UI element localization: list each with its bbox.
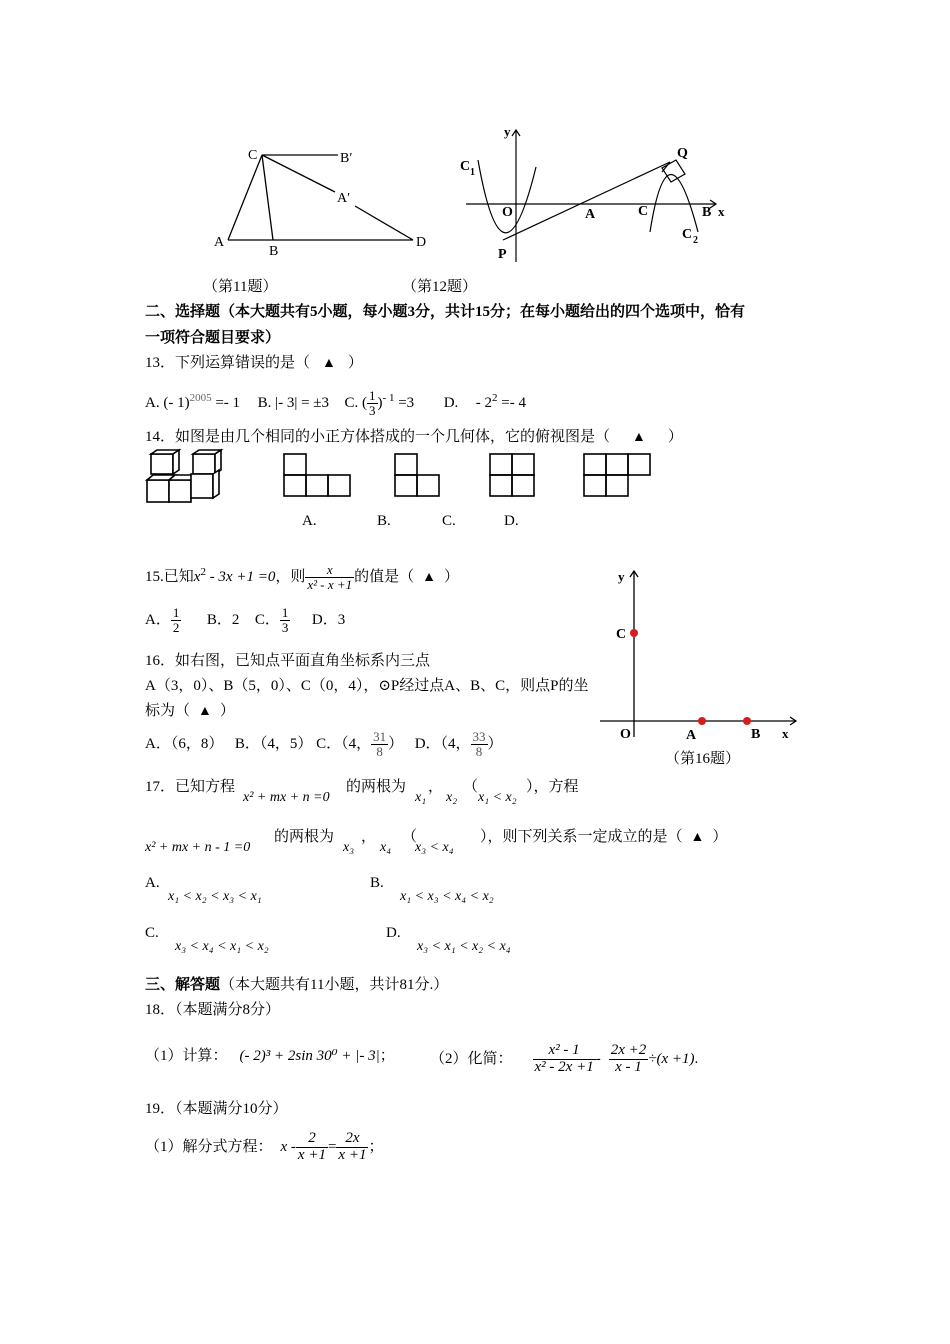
q17-option-c: x₃ < x₄ < x₁ < x₂ <box>175 939 269 954</box>
q16-line1: 16．如右图，已知点平面直角坐标系内三点 <box>145 653 431 669</box>
q18-part2: （2）化简： $\frac{\text{x² - 1}}{\text{x² - 2x +1}}$ - $\frac{2x +2}{x - 1}$ ÷(x +1). <box>430 1042 699 1076</box>
q17-x2: x₂ <box>446 790 458 805</box>
fig12-label-c: C <box>638 204 649 219</box>
section3-heading: 三、解答题（本大题共有11小题，共计81分.） <box>145 977 449 993</box>
q13-stem: 13．下列运算错误的是（ ▲ ） <box>145 355 363 371</box>
q17-option-d: x₃ < x₁ < x₂ < x₄ <box>417 939 511 954</box>
fig16-point-b <box>743 717 751 725</box>
q14-option-b-label: B. <box>377 513 391 529</box>
q13-option-c-label: C. <box>344 395 359 411</box>
q17-option-a: x₁ < x₂ < x₃ < x₁ <box>168 889 262 904</box>
section2-heading-line1: 二、选择题（本大题共有5小题，每小题3分，共计15分；在每小题给出的四个选项中，恰有 <box>145 304 746 320</box>
q15-option-b: 2 <box>231 612 240 628</box>
q17-option-a-label: A. <box>145 875 160 891</box>
fig12-caption: （第12题） <box>402 279 478 295</box>
q17-eq1: x² + mx + n =0 <box>243 790 330 805</box>
fig16-point-a <box>698 717 706 725</box>
q17-stem-pre: 17．已知方程 <box>145 779 236 795</box>
q18-expression-1: (- 2)³ + 2sin 30⁰ + |- 3| <box>239 1048 380 1064</box>
q17-stem-mid: 的两根为 <box>346 779 407 795</box>
q17-cond1: x₁ < x₂ <box>478 790 517 805</box>
q16-option-b: （4，5） <box>259 736 313 752</box>
q13-option-a-label: A. <box>145 395 160 411</box>
q16-line3: 标为（ ▲ ） <box>145 703 235 719</box>
q14-option-c-label: C. <box>442 513 456 529</box>
q14-stem: 14．如图是由几个相同的小正方体搭成的一个几何体，它的俯视图是（ ▲ ） <box>145 429 683 445</box>
fig11-label-b: B <box>269 244 279 259</box>
fig11-label-c: C <box>248 148 258 163</box>
fig11-line-ca <box>228 155 262 240</box>
answer-mark: ▲ <box>322 356 336 371</box>
fig12-square <box>662 160 685 182</box>
fig11-line-c-ap <box>262 155 335 192</box>
q13-options <box>145 378 526 418</box>
q18-part1: （1）计算： (- 2)³ + 2sin 30⁰ + |- 3|； <box>145 1048 395 1064</box>
fig12-line-pq <box>503 162 670 240</box>
answer-mark: ▲ <box>422 570 437 585</box>
fig12-parabola-c2 <box>650 175 698 233</box>
fig12-label-y: y <box>504 124 511 139</box>
q15-option-a: $\frac{1}{2}$ <box>172 605 180 636</box>
fig12-label-q: Q <box>677 146 688 161</box>
q17-cond2: x₃ < x₄ <box>415 840 454 855</box>
q19-part1: （1）解分式方程： x - $\frac{2}{x +1}$ = $\frac{2x}{x +1}$ ； <box>145 1130 384 1164</box>
q13-option-d-label: D. <box>443 395 459 411</box>
fig16-label-y: y <box>618 569 625 584</box>
figure-11 <box>205 140 435 265</box>
fig11-label-d: D <box>416 235 427 250</box>
fig11-line-ap-d <box>355 206 413 240</box>
fig16-label-b: B <box>751 727 761 742</box>
fig11-label-ap: A′ <box>337 191 351 206</box>
q14-option-d-figure <box>582 452 652 498</box>
q15-option-c: $\frac{1}{3}$ <box>281 605 289 636</box>
answer-mark: ▲ <box>690 830 705 845</box>
q13-option-b-label: B. <box>257 395 272 411</box>
q17-x1: x₁ <box>415 790 427 805</box>
q19-title: 19．（本题满分10分） <box>145 1101 288 1117</box>
fig16-caption: （第16题） <box>665 751 741 767</box>
q14-option-a-label: A. <box>302 513 317 529</box>
q17-option-b-label: B. <box>370 875 384 891</box>
q15-option-d: 3 <box>337 612 346 628</box>
fig11-line-cb <box>262 155 273 240</box>
fig12-label-x: x <box>718 204 725 219</box>
fig12-label-o: O <box>502 205 513 220</box>
fig12-label-b: B <box>702 205 712 220</box>
q14-solid-figure <box>143 448 225 506</box>
fig12-label-a: A <box>585 207 596 222</box>
fig11-label-bp: B′ <box>340 151 353 166</box>
fig16-label-o: O <box>620 727 631 742</box>
q16-options: A．（6，8） B．（4，5） C．（4， $\frac{31}{8}$ ） D．（4， $\frac{33}{8}$ ） <box>145 729 503 760</box>
q17-x3: x₃ <box>343 840 355 855</box>
q17-option-d-label: D. <box>386 925 401 941</box>
fig16-label-a: A <box>686 728 697 743</box>
figure-16 <box>598 565 808 745</box>
q17-x4: x₄ <box>380 840 392 855</box>
q13-option-c: ( $\frac{1}{3}$ )$^{- 1}$ =3 <box>362 388 415 419</box>
q16-option-c: （4， $\frac{31}{8}$ ） <box>341 729 404 760</box>
fig12-parabola-c1 <box>478 160 536 233</box>
q17-eq2: x² + mx + n - 1 =0 <box>145 840 251 855</box>
q16-option-a: （6，8） <box>170 736 224 752</box>
q13-option-d: - $2^2 =- 4$ <box>475 392 526 411</box>
fig12-label-c2: C <box>682 227 693 242</box>
q14-option-b-figure <box>393 452 441 498</box>
fig16-point-c <box>630 629 638 637</box>
q13-option-b: |- 3| = ±3 <box>275 395 330 411</box>
fig16-label-x: x <box>782 726 789 741</box>
q13-option-a: (- 1)$^{2005}$ =- 1 <box>163 392 241 411</box>
fig12-label-c1: C <box>460 159 471 174</box>
q17-option-b: x₁ < x₃ < x₄ < x₂ <box>400 889 494 904</box>
q15-stem: 15.已知$x^2 - 3x +1 =0$，则 $\frac{x}{\text{x² - x +1}}$ 的值是（ ▲ ） <box>145 562 460 593</box>
svg-text:1: 1 <box>470 167 475 178</box>
q14-option-c-figure <box>488 452 536 498</box>
q17-option-c-label: C. <box>145 925 159 941</box>
q14-option-d-label: D. <box>504 513 519 529</box>
q16-line2: A（3，0）、B（5，0）、C（0，4），⊙P经过点A、B、C，则点P的坐 <box>145 678 589 694</box>
q18-title: 18．（本题满分8分） <box>145 1002 281 1018</box>
answer-mark: ▲ <box>198 704 212 719</box>
q14-option-a-figure <box>282 452 352 498</box>
q16-option-d: （4， $\frac{33}{8}$ ） <box>440 729 503 760</box>
fig16-label-c: C <box>616 627 627 642</box>
answer-mark: ▲ <box>632 430 646 445</box>
fig12-label-p: P <box>498 247 507 262</box>
svg-text:2: 2 <box>693 235 698 246</box>
fig11-caption: （第11题） <box>203 279 278 295</box>
figure-12 <box>458 122 738 267</box>
fig11-label-a: A <box>214 235 225 250</box>
section2-heading-line2: 一项符合题目要求） <box>145 330 281 346</box>
q15-options: A． $\frac{1}{2}$ B．2 C． $\frac{1}{3}$ D．3 <box>145 605 346 636</box>
